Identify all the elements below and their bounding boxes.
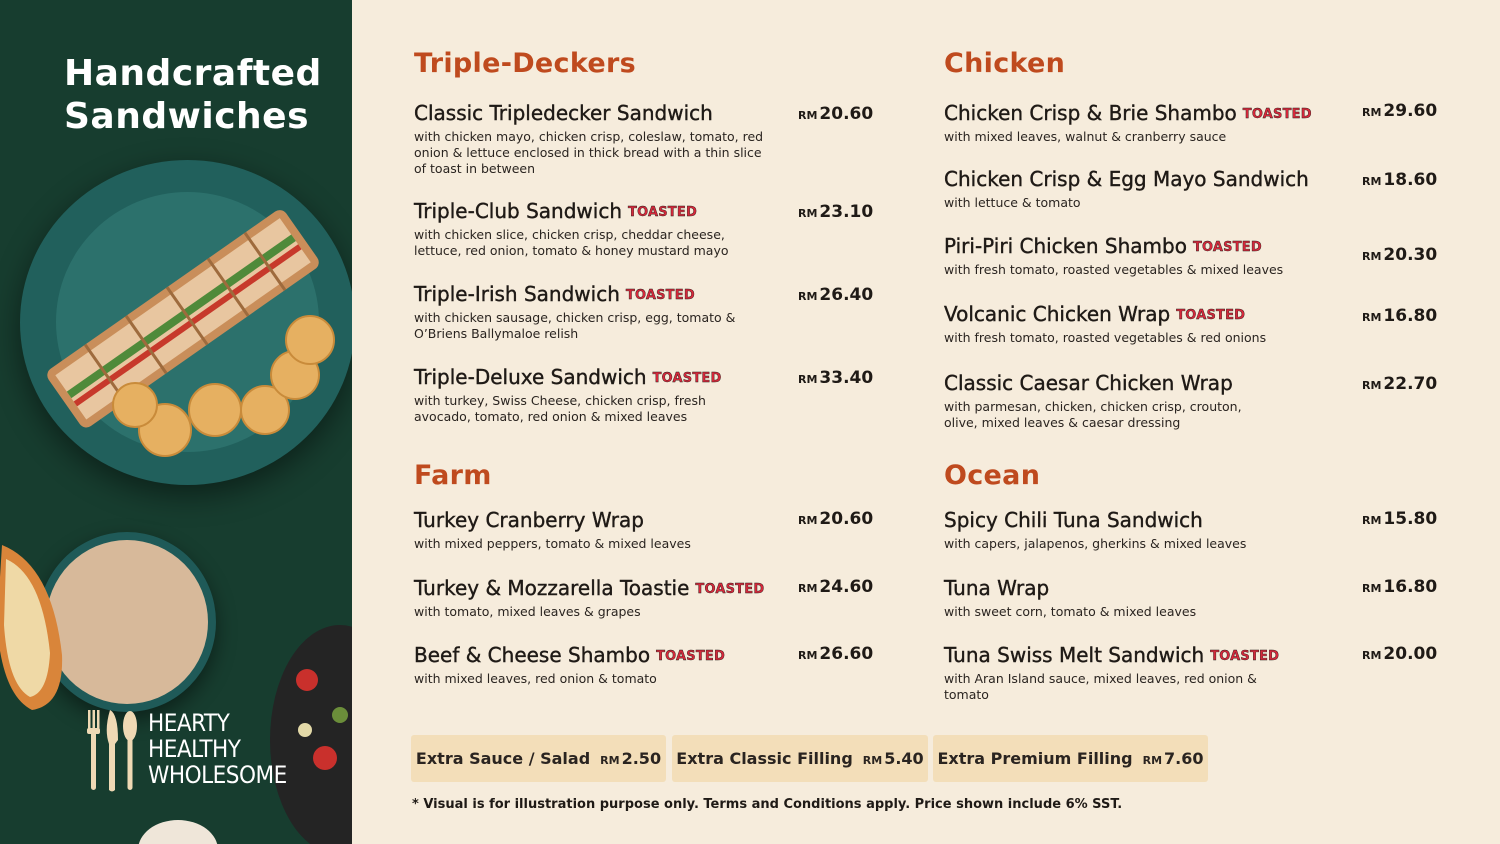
price-value: 18.60 [1383,170,1438,190]
extra-price-value: 5.40 [884,749,924,768]
item-description: with chicken sausage, chicken crisp, egg, tomato & O’Briens Ballymaloe relish [414,310,736,341]
price-value: 23.10 [819,202,874,222]
item-name-text: Chicken Crisp & Brie Shambo [944,101,1237,125]
currency-label: RM [1362,379,1382,392]
extra-label: Extra Sauce / Salad [415,749,591,768]
extra-label: Extra Premium Filling [937,749,1133,768]
item-price [798,644,873,664]
toasted-badge: TOASTED [625,288,695,303]
item-description: with parmesan, chicken, chicken crisp, crouton, olive, mixed leaves & caesar dressing [944,399,1242,430]
extra-price [863,749,924,768]
item-name [414,365,754,389]
item-name: Turkey Cranberry Wrap [414,508,644,532]
brand-line-1: HEARTY [148,709,230,737]
bread-illustration [0,535,72,725]
item-price [798,202,873,222]
currency-label: RM [1362,250,1382,263]
item-price [798,577,873,597]
toasted-badge: TOASTED [1210,649,1280,664]
item-name-text: Beef & Cheese Shambo [414,643,651,667]
price-value: 20.00 [1383,644,1438,664]
price-value: 24.60 [819,577,874,597]
price-value: 20.60 [819,509,874,529]
toasted-badge: TOASTED [652,371,722,386]
extra-price-value: 2.50 [621,749,662,768]
price-value: 16.80 [1383,577,1438,597]
coffee-cup-image [138,820,218,844]
item-name: Chicken Crisp & Egg Mayo Sandwich [944,167,1309,191]
item-price [1362,644,1437,664]
brand-line-2: HEALTHY [148,735,241,763]
price-value: 20.60 [819,104,874,124]
menu-item-chicken-crisp-egg-mayo[interactable] [944,167,1344,211]
menu-item-beef-cheese-shambo[interactable] [414,643,774,687]
title-line-2: Sandwiches [64,96,310,137]
currency-label: RM [798,109,818,122]
currency-label: RM [798,207,818,220]
currency-label: RM [1362,106,1382,119]
currency-label: RM [1362,582,1382,595]
price-value: 20.30 [1383,245,1438,265]
salad-illustration [285,660,352,800]
currency-label: RM [1362,311,1382,324]
item-description: with mixed peppers, tomato & mixed leaves [414,536,691,551]
item-price [798,509,873,529]
currency-label: RM [798,649,818,662]
item-name-text: Turkey & Mozzarella Toastie [414,576,690,600]
item-name-text: Triple-Deluxe Sandwich [414,365,647,389]
item-description: with Aran Island sauce, mixed leaves, red onion & tomato [944,671,1257,702]
menu-item-turkey-cranberry-wrap[interactable] [414,508,774,552]
item-name [944,302,1344,326]
item-name [414,643,774,667]
item-description: with capers, jalapenos, gherkins & mixed leaves [944,536,1247,551]
item-name: Spicy Chili Tuna Sandwich [944,508,1203,532]
item-price [1362,306,1437,326]
section-title-triple-deckers: Triple-Deckers [414,48,636,79]
extra-classic-filling-chip[interactable] [672,735,928,782]
currency-label: RM [1362,514,1382,527]
menu-item-turkey-mozzarella-toastie[interactable] [414,576,784,620]
toasted-badge: TOASTED [656,649,725,664]
section-title-farm: Farm [414,460,492,491]
item-name [944,101,1344,125]
extra-price [600,749,661,768]
item-name: Classic Caesar Chicken Wrap [944,371,1233,395]
section-title-chicken: Chicken [944,48,1066,79]
item-description: with turkey, Swiss Cheese, chicken crisp, fresh avocado, tomato, red onion & mixed leaves [414,393,706,424]
hero-panel [0,0,352,844]
page-title [64,52,322,138]
toasted-badge: TOASTED [1192,240,1262,255]
brand-tagline [148,710,287,788]
item-price [798,104,873,124]
sandwich-plate-image [20,160,352,485]
item-name [414,282,774,306]
sandwich-illustration [20,160,352,485]
toasted-badge: TOASTED [1176,308,1246,323]
item-description: with sweet corn, tomato & mixed leaves [944,604,1197,619]
item-description: with mixed leaves, walnut & cranberry sauce [944,129,1227,144]
brand-logo [82,710,287,794]
menu-item-tuna-wrap[interactable] [944,576,1344,620]
price-value: 33.40 [819,368,874,388]
menu-item-triple-irish[interactable] [414,282,774,342]
item-price [1362,245,1437,265]
item-name-text: Triple-Club Sandwich [414,199,622,223]
item-name-text: Volcanic Chicken Wrap [944,302,1171,326]
extra-price [1143,749,1204,768]
item-name [414,576,784,600]
price-value: 26.40 [819,285,874,305]
item-name [414,199,774,223]
toasted-badge: TOASTED [695,582,765,597]
item-price [1362,577,1437,597]
currency-label: RM [798,582,818,595]
menu-item-triple-deluxe[interactable] [414,365,754,425]
extra-price-value: 7.60 [1164,749,1204,768]
currency-label: RM [1362,649,1382,662]
menu-item-classic-caesar-chicken-wrap[interactable] [944,371,1274,431]
toasted-badge: TOASTED [1242,107,1312,122]
price-value: 15.80 [1383,509,1438,529]
menu-item-volcanic-chicken-wrap[interactable] [944,302,1344,346]
item-name: Tuna Wrap [944,576,1050,600]
item-price [1362,374,1437,394]
item-name-text: Triple-Irish Sandwich [414,282,620,306]
price-value: 16.80 [1383,306,1438,326]
currency-label: RM [600,754,620,767]
price-value: 22.70 [1383,374,1438,394]
extra-premium-filling-chip[interactable] [933,735,1208,782]
item-name-text: Piri-Piri Chicken Shambo [944,234,1187,258]
item-price [1362,170,1437,190]
extra-label: Extra Classic Filling [676,749,853,768]
item-description: with mixed leaves, red onion & tomato [414,671,657,686]
currency-label: RM [798,514,818,527]
item-description: with chicken slice, chicken crisp, cheddar cheese, lettuce, red onion, tomato & honey mustard mayo [414,227,729,258]
title-line-1: Handcrafted [64,53,322,94]
section-title-ocean: Ocean [944,460,1041,491]
extra-sauce-salad-chip[interactable] [411,735,666,782]
brand-line-3: WHOLESOME [148,761,287,789]
menu-item-spicy-chili-tuna[interactable] [944,508,1344,552]
item-price [798,368,873,388]
currency-label: RM [798,290,818,303]
item-name [944,643,1279,667]
item-price [798,285,873,305]
item-description: with lettuce & tomato [944,195,1081,210]
price-value: 29.60 [1383,101,1438,121]
menu-item-piri-piri-chicken-shambo[interactable] [944,234,1344,278]
currency-label: RM [1362,175,1382,188]
item-description: with fresh tomato, roasted vegetables & mixed leaves [944,262,1284,277]
currency-label: RM [1142,754,1163,767]
toasted-badge: TOASTED [628,205,697,220]
menu-item-tuna-swiss-melt[interactable] [944,643,1279,703]
menu-item-chicken-crisp-brie-shambo[interactable] [944,101,1344,145]
menu-item-triple-club[interactable] [414,199,774,259]
price-value: 26.60 [819,644,874,664]
currency-label: RM [862,754,883,767]
item-name-text: Tuna Swiss Melt Sandwich [944,643,1205,667]
currency-label: RM [798,373,818,386]
item-description: with fresh tomato, roasted vegetables & red onions [944,330,1267,345]
item-description: with chicken mayo, chicken crisp, coleslaw, tomato, red onion & lettuce enclosed in thick bread with a thin slice of toast in between [414,129,764,176]
item-name [944,234,1344,258]
item-price [1362,101,1437,121]
item-description: with tomato, mixed leaves & grapes [414,604,641,619]
disclaimer-footnote: * Visual is for illustration purpose only. Terms and Conditions apply. Price shown include 6% SST. [412,797,1123,812]
menu-item-classic-tripledecker[interactable] [414,101,774,177]
cutlery-icon [82,710,142,794]
item-price [1362,509,1437,529]
item-name: Classic Tripledecker Sandwich [414,101,713,125]
